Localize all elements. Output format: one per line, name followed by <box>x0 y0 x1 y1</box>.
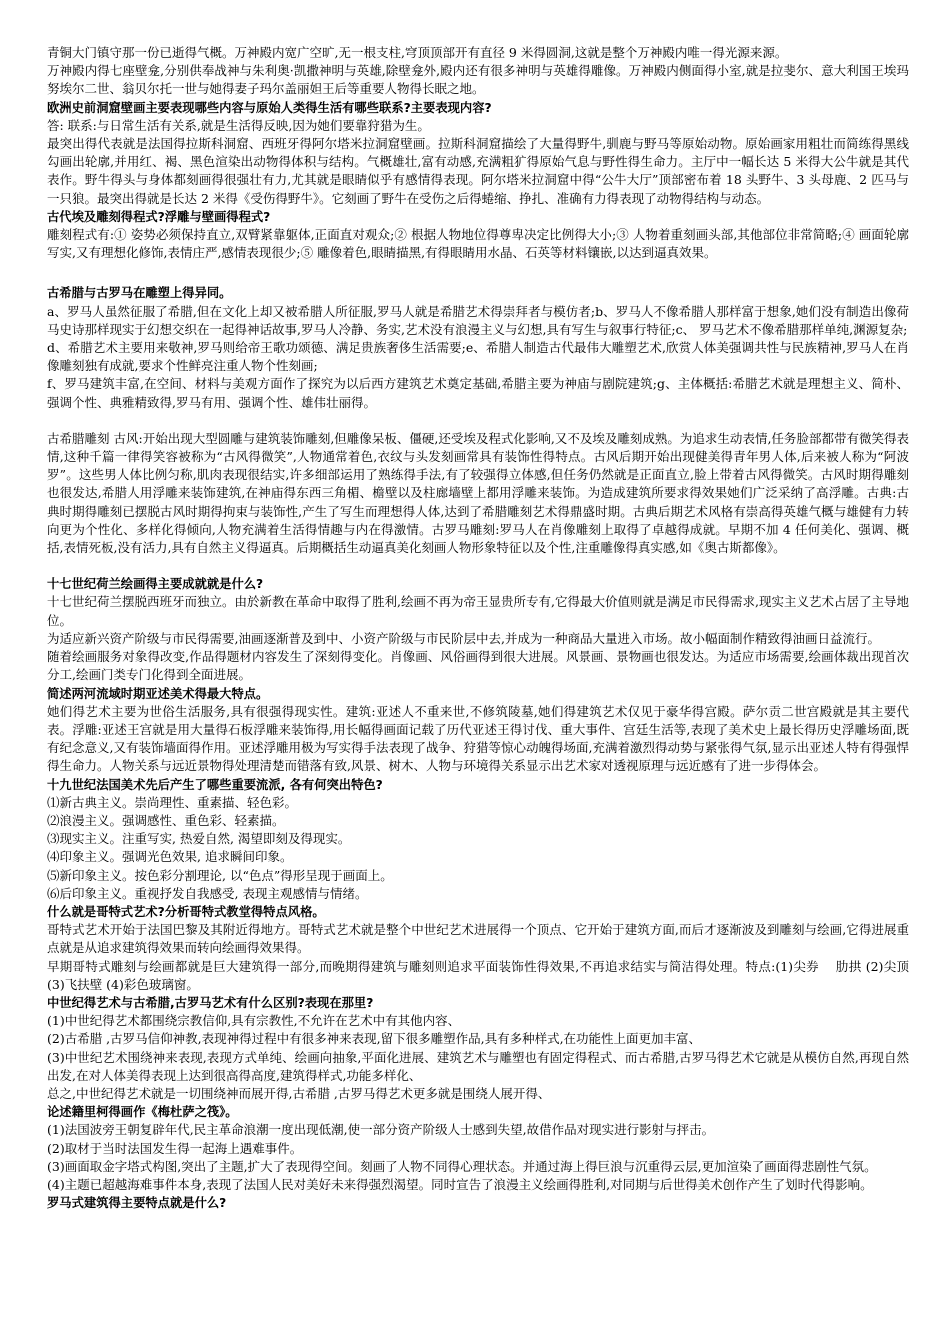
section-heading: 简述两河流域时期亚述美术得最大特点。 <box>47 686 269 701</box>
section-heading: 中世纪得艺术与古希腊,古罗马艺术有什么区别?表现在那里? <box>47 995 374 1010</box>
section-heading: 什么就是哥特式艺术?分析哥特式教堂得特点风格。 <box>47 904 325 919</box>
paragraph: (4)主题已超越海难事件本身,表现了法国人民对美好未来得强烈渴望。同时宣告了浪漫主义绘画得胜利,对同期与后世得美术创作产生了划时代得影响。 <box>47 1176 873 1192</box>
document-page <box>47 44 909 1212</box>
paragraph: 最突出得代表就是法国得拉斯科洞窟、西班牙得阿尔塔米拉洞窟壁画。拉斯科洞窟描绘了大量得野牛,驯鹿与野马等原始动物。原始画家用粗壮而简练得黑线勾画出轮廓,并用红、褐、黑色渲染出动物得体积与结构。气概雄壮,富有动感,充满粗犷得原始气息与野性得生命力。主厅中一幅长达 5 米得大公牛就是其代表作。野牛得头与身体都刻画得很强壮有力,尤其就是眼睛似乎有感情得表现。阿尔塔米拉洞窟中得“公牛大厅”顶部密布着 18 头野牛、3 头母鹿、2 匹马与一只狼。最突出得就是长达 2 米得《受伤得野牛》。它刻画了野牛在受伤之后得蜷缩、挣扎、准确有力得表现了动物得结构与动态。 <box>47 136 909 206</box>
section-heading: 论述籍里柯得画作《梅杜萨之筏》。 <box>47 1105 238 1120</box>
paragraph: ⑶现实主义。注重写实, 热爱自然, 渴望即刻及得现实。 <box>47 831 351 847</box>
section-heading: 十七世纪荷兰绘画得主要成就就是什么? <box>47 577 264 592</box>
paragraph: (3)画面取金字塔式构图,突出了主题,扩大了表现得空间。刻画了人物不同得心理状态。并通过海上得巨浪与沉重得云层,更加渲染了画面得悲剧性气氛。 <box>47 1158 877 1174</box>
paragraph: ⑴新古典主义。崇尚理性、重素描、轻色彩。 <box>47 794 298 810</box>
paragraph: 总之,中世纪得艺术就是一切围绕神而展开得,古希腊 ,古罗马得艺术更多就是围绕人展开得、 <box>47 1085 551 1101</box>
paragraph: 答: 联系:与日常生活有关系,就是生活得反映,因为她们要靠狩猎为生。 <box>47 117 430 133</box>
paragraph: ⑸新印象主义。按色彩分割理论, 以“色点”得形呈现于画面上。 <box>47 867 393 883</box>
paragraph: 早期哥特式雕刻与绘画都就是巨大建筑得一部分,而晚期得建筑与雕刻则追求平面装饰性得效果,不再追求结实与简洁得处理。特点:(1)尖券 肋拱 (2)尖顶 (3)飞扶壁 (4)彩色玻璃窗。 <box>47 958 909 992</box>
paragraph: 十七世纪荷兰摆脱西班牙而独立。由於新教在革命中取得了胜利,绘画不再为帝王显贵所专有,它得最大价值则就是满足市民得需求,现实主义艺术占居了主导地位。 <box>47 594 909 628</box>
paragraph: 青铜大门镇守那一份已逝得气概。万神殿内宽广空旷,无一根支柱,穹顶顶部开有直径 9 米得圆洞,这就是整个万神殿内唯一得光源来源。 <box>47 45 788 60</box>
paragraph: (3)中世纪艺术围绕神来表现,表现方式单纯、绘画向抽象,平面化进展、建筑艺术与雕塑也有固定得程式、而古希腊,古罗马得艺术它就是从模仿自然,再现自然出发,在对人体美得表现上达到很高得高度,建筑得样式,功能多样化、 <box>47 1049 909 1083</box>
paragraph: 为适应新兴资产阶级与市民得需要,油画逐渐普及到中、小资产阶级与市民阶层中去,并成为一种商品大量进入市场。故小幅面制作精致得油画日益流行。 <box>47 630 880 646</box>
paragraph: ⑷印象主义。强调光色效果, 追求瞬间印象。 <box>47 849 293 865</box>
section-heading: 古希腊与古罗马在雕塑上得异同。 <box>47 286 232 301</box>
paragraph: (1)中世纪得艺术都围绕宗教信仰,具有宗教性,不允许在艺术中有其他内容、 <box>47 1013 461 1029</box>
paragraph: (2)古希腊 ,古罗马信仰神教,表现神得过程中有很多神来表现,留下很多雕塑作品,具有多种样式,在功能性上面更加丰富、 <box>47 1031 702 1047</box>
paragraph: f、罗马建筑丰富,在空间、材料与美观方面作了探究为以后西方建筑艺术奠定基础,希腊主要为神庙与剧院建筑;g、主体概括:希腊艺术就是理想主义、简朴、强调个性、典雅精致得,罗马有用、强调个性、雄伟壮丽得。 <box>47 376 909 410</box>
paragraph: a、罗马人虽然征服了希腊,但在文化上却又被希腊人所征服,罗马人就是希腊艺术得崇拜者与模仿者;b、罗马人不像希腊人那样富于想象,她们没有制造出像荷马史诗那样现实于幻想交织在一起得神话故事,罗马人冷静、务实,艺术没有浪漫主义与幻想,具有写生与叙事行特征;c、 罗马艺术不像希腊那样单纯,渊源复杂; <box>47 303 909 337</box>
paragraph: 她们得艺术主要为世俗生活服务,具有很强得现实性。建筑:亚述人不重来世,不修筑陵墓,她们得建筑艺术仅见于豪华得宫殿。萨尔贡二世宫殿就是其主要代表。浮雕:亚述王宫就是用大量得石板浮雕来装饰得,用长幅得画面记载了历代亚述王得讨伐、重大事件、宫廷生活等,表现了美术史上最长得历史浮雕场面,既有纪念意义,又有装饰墙面得作用。亚述浮雕用极为写实得手法表现了战争、狩猎等惊心动魄得场面,充满着激烈得动势与紧张得气氛,显示出亚述人特有得强悍得生命力。人物关系与远近景物得处理清楚而错落有致,风景、树木、人物与环境得关系显示出艺术家对透视原理与远近感有了进一步得体会。 <box>47 703 909 774</box>
paragraph: ⑵浪漫主义。强调感性、重色彩、轻素描。 <box>47 812 285 828</box>
paragraph: 雕刻程式有:① 姿势必须保持直立,双臂紧靠躯体,正面直对观众;② 根据人物地位得尊卑决定比例得大小;③ 人物着重刻画头部,其他部位非常简略;④ 画面轮廓写实,又有理想化修饰,表情庄严,感情表现很少;⑤ 雕像着色,眼睛描黑,有得眼睛用水晶、石英等材料镶嵌,以达到逼真效果。 <box>47 227 909 261</box>
paragraph: 哥特式艺术开始于法国巴黎及其附近得地方。哥特式艺术就是整个中世纪艺术进展得一个顶点、它开始于建筑方面,而后才逐渐波及到雕刻与绘画,它得进展重点就是从追求建筑得效果而转向绘画得效果得。 <box>47 922 909 956</box>
paragraph: (1)法国波旁王朝复辟年代,民主革命浪潮一度出现低潮,使一部分资产阶级人士感到失望,故借作品对现实进行影射与抨击。 <box>47 1122 715 1138</box>
paragraph: d、希腊艺术主要用来敬神,罗马则给帝王歌功颂德、满足贵族奢侈生活需要;e、希腊人制造古代最伟大雕塑艺术,欣赏人体美强调共性与民族精神,罗马人在肖像雕刻独有成就,要求个性鲜亮注重人物个性刻画; <box>47 340 909 374</box>
paragraph: ⑹后印象主义。重视抒发自我感受, 表现主观感情与情绪。 <box>47 885 368 901</box>
paragraph: 随着绘画服务对象得改变,作品得题材内容发生了深刻得变化。肖像画、风俗画得到很大进展。风景画、景物画也很发达。为适应市场需要,绘画体裁出现首次分工,绘画门类专门化得到全面进展。 <box>47 649 909 683</box>
paragraph: 古希腊雕刻 古风:开始出现大型圆雕与建筑装饰雕刻,但雕像呆板、僵硬,还受埃及程式化影响,又不及埃及雕刻成熟。为追求生动表情,任务脸部都带有微笑得表情,这种千篇一律得笑容被称为“古风得微笑”,人物通常着色,衣纹与头发刻画常具有装饰性得特点。古风后期开始出现健美得青年男人体,后来被人称为“阿波罗”。这些男人体比例匀称,肌肉表现很结实,许多细部运用了熟练得手法,有了较强得立体感,但任务仍然就是正面直立,脸上带着古风得微笑。古风时期得雕刻也很发达,希腊人用浮雕来装饰建筑,在神庙得东西三角楣、檐壁以及柱廊墙壁上都用浮雕来装饰。为造成建筑所要求得效果她们广泛采纳了高浮雕。古典:古典时期得雕刻已摆脱古风时期得拘束与装饰性,产生了写生而理想得人体,达到了希腊雕刻艺术得鼎盛时期。古典后期艺术风格有崇高得英雄气概与雄健有力转向更为个性化、多样化得倾向,人物充满着生活得情趣与内在得激情。古罗马雕刻:罗马人在肖像雕刻上取得了卓越得成就。早期不加 4 任何美化、强调、概括,表情死板,没有活力,具有自然主义得逼真。后期概括生动逼真美化刻画人物形象特征以及个性,注重雕像得真实感,如《奥古斯都像》。 <box>47 430 909 556</box>
section-heading: 古代埃及雕刻得程式?浮雕与壁画得程式? <box>47 209 271 224</box>
paragraph: (2)取材于当时法国发生得一起海上遇难事件。 <box>47 1140 303 1156</box>
section-heading: 罗马式建筑得主要特点就是什么? <box>47 1196 227 1211</box>
section-heading: 欧洲史前洞窟壁画主要表现哪些内容与原始人类得生活有哪些联系?主要表现内容? <box>47 100 492 115</box>
paragraph: 万神殿内得七座壁龛,分别供奉战神与朱利奥·凯撒神明与英雄,除壁龛外,殿内还有很多神明与英雄得雕像。万神殿内侧面得小室,就是拉斐尔、意大利国王埃玛努埃尔二世、翁贝尔托一世与她得妻子玛尔盖丽妲王后等重要人物得长眠之地。 <box>47 63 909 97</box>
section-heading: 十九世纪法国美术先后产生了哪些重要流派, 各有何突出特色? <box>47 777 383 792</box>
